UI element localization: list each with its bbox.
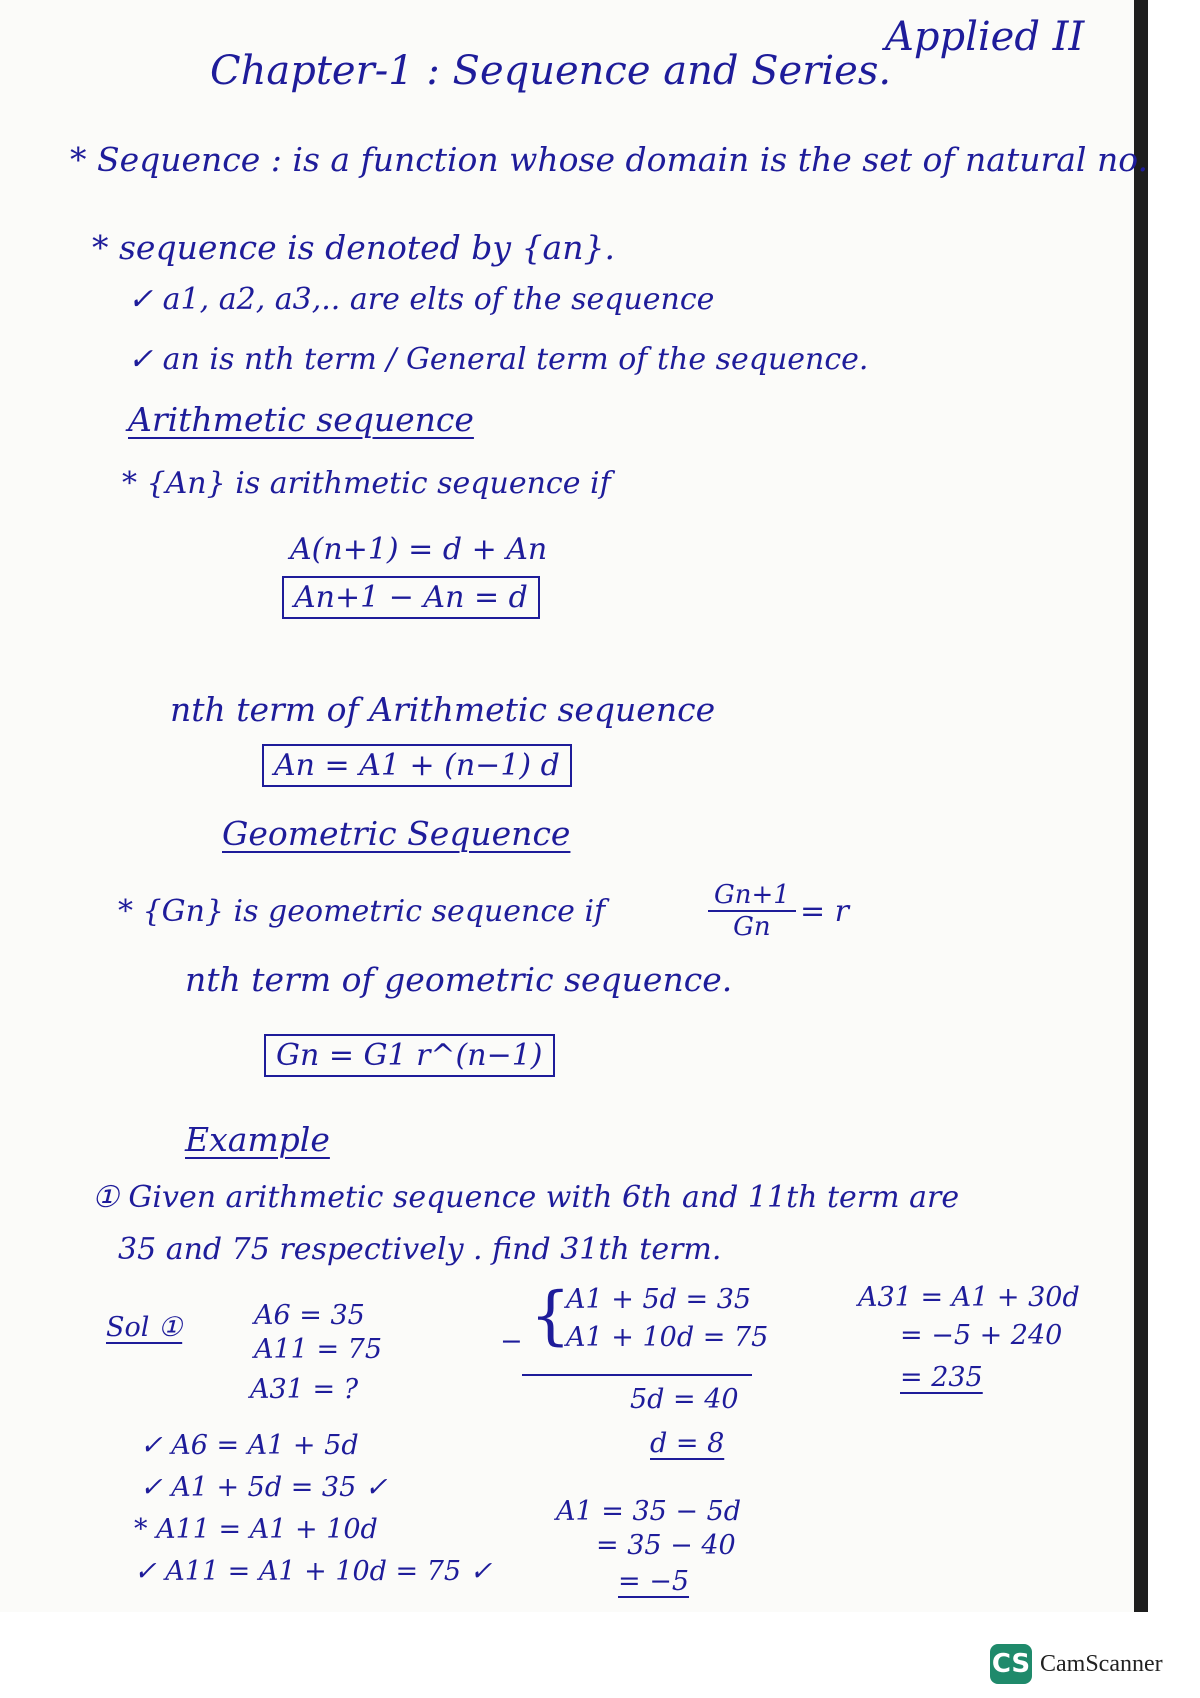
example-problem-line1: ① Given arithmetic sequence with 6th and 11th term are — [92, 1180, 960, 1215]
arithmetic-difference-box: An+1 − An = d — [282, 576, 540, 619]
geometric-ratio — [708, 880, 796, 942]
ratio-denominator: Gn — [733, 912, 771, 942]
solution-label: Sol ① — [106, 1312, 183, 1343]
system-eq1: A1 + 5d = 35 — [566, 1284, 752, 1315]
a1-line3: = −5 — [618, 1566, 690, 1597]
ratio-rhs: = r — [800, 894, 850, 929]
a1-line1: A1 = 35 − 5d — [556, 1496, 742, 1527]
work-line3: * A11 = A1 + 10d — [134, 1514, 378, 1545]
geometric-heading: Geometric Sequence — [222, 814, 571, 853]
system-eq2: A1 + 10d = 75 — [566, 1322, 769, 1353]
arithmetic-condition: * {An} is arithmetic sequence if — [122, 466, 611, 501]
course-label: Applied II — [885, 14, 1085, 60]
geometric-nth-formula: Gn = G1 r^(n−1) — [264, 1034, 555, 1077]
arithmetic-recurrence: A(n+1) = d + An — [290, 532, 548, 567]
sequence-elements: ✓ a1, a2, a3,.. are elts of the sequence — [128, 282, 715, 317]
work-line4: ✓ A11 = A1 + 10d = 75 ✓ — [134, 1556, 493, 1587]
chapter-title: Chapter-1 : Sequence and Series. — [210, 48, 892, 94]
camscanner-text: CamScanner — [1040, 1650, 1163, 1677]
system-brace: { — [530, 1279, 571, 1353]
a1-line2: = 35 − 40 — [596, 1530, 736, 1561]
given-a31: A31 = ? — [250, 1374, 359, 1405]
a31-line3: = 235 — [900, 1362, 983, 1393]
d-value: d = 8 — [650, 1428, 725, 1459]
given-a6: A6 = 35 — [254, 1300, 365, 1331]
a31-line2: = −5 + 240 — [900, 1320, 1063, 1351]
camscanner-logo-icon: CS — [990, 1644, 1032, 1684]
system-result: 5d = 40 — [630, 1384, 739, 1415]
work-line2: ✓ A1 + 5d = 35 ✓ — [140, 1472, 388, 1503]
work-line1: ✓ A6 = A1 + 5d — [140, 1430, 359, 1461]
system-minus-sign: − — [500, 1326, 523, 1357]
subtraction-line — [522, 1374, 752, 1376]
given-a11: A11 = 75 — [254, 1334, 382, 1365]
geometric-nth-heading: nth term of geometric sequence. — [185, 960, 733, 999]
arithmetic-nth-formula: An = A1 + (n−1) d — [262, 744, 572, 787]
example-problem-line2: 35 and 75 respectively . find 31th term. — [118, 1232, 722, 1267]
sequence-notation: * sequence is denoted by {an}. — [92, 228, 615, 267]
example-heading: Example — [185, 1120, 330, 1159]
a31-line1: A31 = A1 + 30d — [858, 1282, 1080, 1313]
arithmetic-heading: Arithmetic sequence — [128, 400, 474, 439]
sequence-definition: * Sequence : is a function whose domain is the set of natural no. — [70, 140, 1149, 179]
ratio-numerator: Gn+1 — [708, 880, 796, 912]
geometric-condition: * {Gn} is geometric sequence if — [118, 894, 606, 929]
arithmetic-nth-heading: nth term of Arithmetic sequence — [170, 690, 716, 729]
camscanner-watermark — [990, 1644, 1163, 1684]
general-term-note: ✓ an is nth term / General term of the sequence. — [128, 342, 869, 377]
